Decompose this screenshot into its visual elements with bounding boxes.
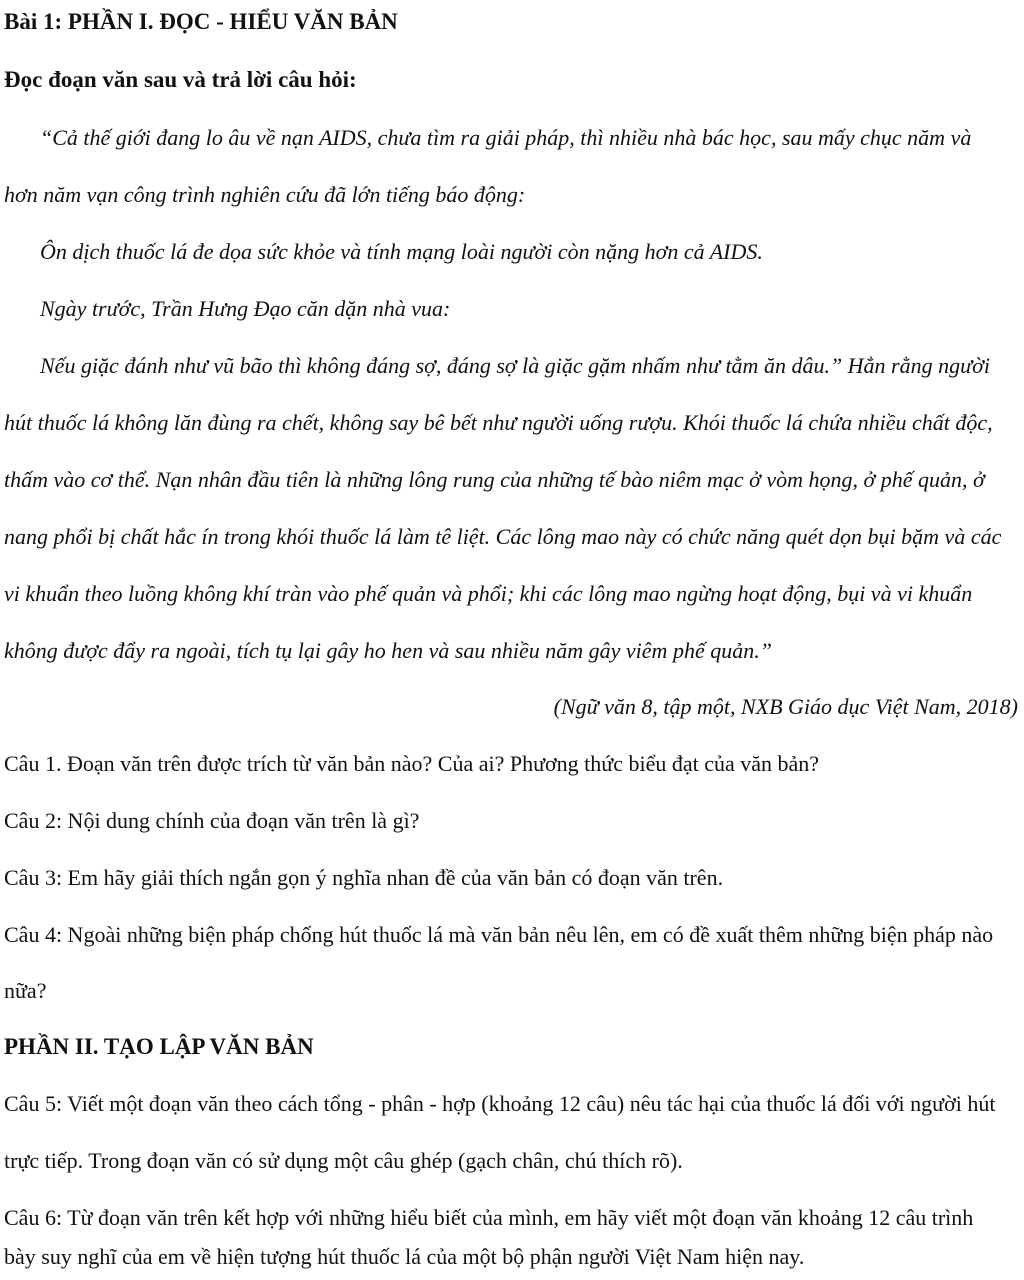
part2-title: PHẦN II. TẠO LẬP VĂN BẢN: [4, 1034, 314, 1059]
part1-title: Bài 1: PHẦN I. ĐỌC - HIỂU VĂN BẢN: [4, 9, 398, 34]
passage-line-1: “Cả thế giới đang lo âu về nạn AIDS, chưa tìm ra giải pháp, thì nhiều nhà bác học, sau mấy chục năm và: [40, 125, 972, 150]
question-2: Câu 2: Nội dung chính của đoạn văn trên là gì?: [4, 808, 420, 833]
passage-line-6: hút thuốc lá không lăn đùng ra chết, không say bê bết như người uống rượu. Khói thuốc lá chứa nhiều chất độc,: [4, 410, 993, 435]
question-4-line-1: Câu 4: Ngoài những biện pháp chống hút thuốc lá mà văn bản nêu lên, em có đề xuất thêm những biện pháp nào: [4, 922, 994, 947]
question-3: Câu 3: Em hãy giải thích ngắn gọn ý nghĩa nhan đề của văn bản có đoạn văn trên.: [4, 865, 724, 890]
reading-instruction: Đọc đoạn văn sau và trả lời câu hỏi:: [4, 67, 357, 92]
question-1: Câu 1. Đoạn văn trên được trích từ văn bản nào? Của ai? Phương thức biểu đạt của văn bản?: [4, 751, 820, 776]
question-5-line-2: trực tiếp. Trong đoạn văn có sử dụng một câu ghép (gạch chân, chú thích rõ).: [4, 1148, 683, 1173]
passage-line-3: Ôn dịch thuốc lá đe dọa sức khỏe và tính mạng loài người còn nặng hơn cả AIDS.: [40, 239, 763, 264]
question-5-line-1: Câu 5: Viết một đoạn văn theo cách tổng - phân - hợp (khoảng 12 câu) nêu tác hại của thuốc lá đối với người hút: [4, 1091, 996, 1116]
passage-line-8: nang phổi bị chất hắc ín trong khói thuốc lá làm tê liệt. Các lông mao này có chức năng quét dọn bụi bặm và các: [4, 524, 1002, 549]
passage-line-9: vi khuẩn theo luồng không khí tràn vào phế quản và phổi; khi các lông mao ngừng hoạt động, bụi và vi khuẩn: [4, 581, 973, 606]
question-4-line-2: nữa?: [4, 978, 47, 1003]
passage-line-7: thấm vào cơ thể. Nạn nhân đầu tiên là những lông rung của những tế bào niêm mạc ở vòm họng, ở phế quản, ở: [4, 467, 985, 492]
passage-line-10: không được đẩy ra ngoài, tích tụ lại gây ho hen và sau nhiều năm gây viêm phế quản.”: [4, 638, 772, 663]
passage-line-5: Nếu giặc đánh như vũ bão thì không đáng sợ, đáng sợ là giặc gặm nhấm như tằm ăn dâu.” Hẳn rằng người: [40, 353, 990, 378]
passage-source: (Ngữ văn 8, tập một, NXB Giáo dục Việt Nam, 2018): [553, 694, 1018, 719]
passage-line-2: hơn năm vạn công trình nghiên cứu đã lớn tiếng báo động:: [4, 182, 526, 207]
passage-line-4: Ngày trước, Trần Hưng Đạo căn dặn nhà vua:: [40, 296, 451, 321]
question-6-line-1: Câu 6: Từ đoạn văn trên kết hợp với những hiểu biết của mình, em hãy viết một đoạn văn khoảng 12 câu trình: [4, 1205, 974, 1230]
question-6-line-2: bày suy nghĩ của em về hiện tượng hút thuốc lá của một bộ phận người Việt Nam hiện nay.: [4, 1244, 805, 1269]
